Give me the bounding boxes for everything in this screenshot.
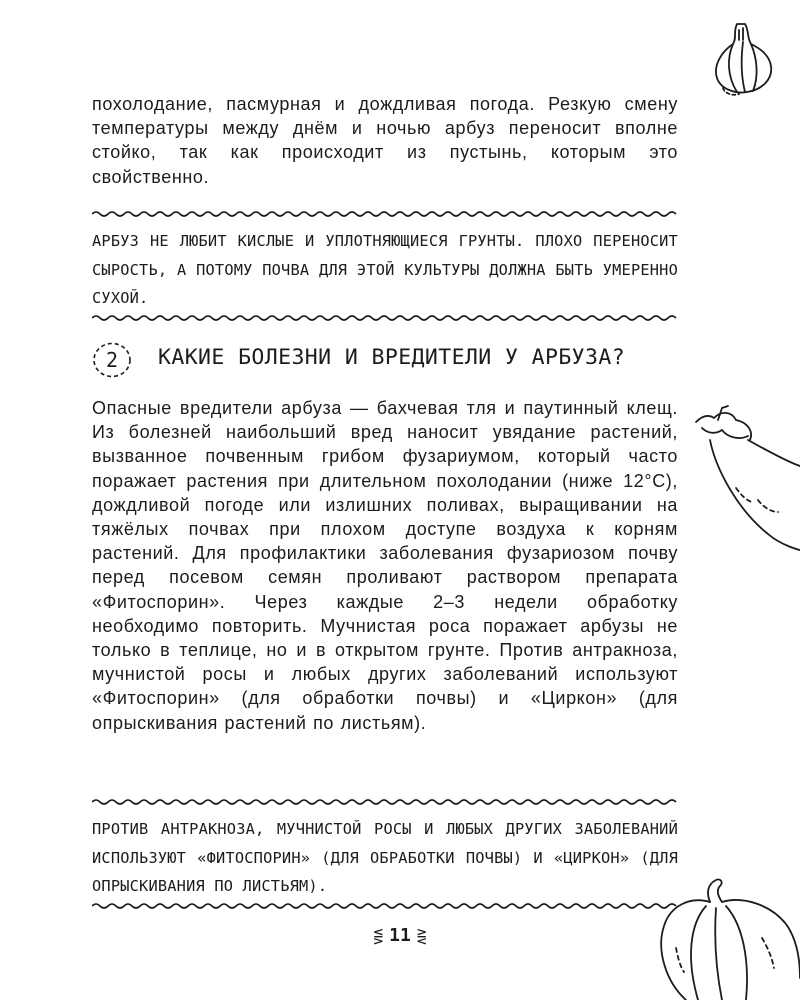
garlic-icon bbox=[703, 18, 783, 98]
page-number-value: 11 bbox=[389, 925, 411, 946]
soil-callout: АРБУЗ НЕ ЛЮБИТ КИСЛЫЕ И УПЛОТНЯЮЩИЕСЯ ГРУНТЫ. ПЛОХО ПЕРЕНОСИТ СЫРОСТЬ, А ПОТОМУ ПОЧВА ДЛЯ ЭТОЙ КУЛЬТУРЫ ДОЛЖНА БЫТЬ УМЕРЕННО СУХОЙ. bbox=[92, 232, 678, 307]
question-heading bbox=[92, 339, 692, 383]
wavy-divider bbox=[92, 901, 678, 911]
wavy-divider bbox=[92, 313, 678, 323]
ornament-right-icon: ⋛ bbox=[416, 926, 427, 945]
wavy-divider bbox=[92, 797, 678, 807]
intro-paragraph: похолодание, пасмурная и дождливая погода. Резкую смену температуры между днём и ночью арбуз переносит вполне стойко, так как происходит из пустынь, которым это свойственно. bbox=[92, 94, 678, 187]
page-number bbox=[340, 922, 460, 950]
question-number: 2 bbox=[105, 348, 119, 372]
protection-callout: ПРОТИВ АНТРАКНОЗА, МУЧНИСТОЙ РОСЫ И ЛЮБЫХ ДРУГИХ ЗАБОЛЕВАНИЙ ИСПОЛЬЗУЮТ «ФИТОСПОРИН» (ДЛЯ ОБРАБОТКИ ПОЧВЫ) И «ЦИРКОН» (ДЛЯ ОПРЫСКИВАНИЯ ПО ЛИСТЬЯМ). bbox=[92, 820, 678, 895]
pumpkin-icon bbox=[650, 878, 800, 1000]
question-number-badge bbox=[92, 341, 132, 379]
ornament-left-icon: ⋚ bbox=[373, 926, 384, 945]
eggplant-icon bbox=[688, 400, 800, 560]
question-title: КАКИЕ БОЛЕЗНИ И ВРЕДИТЕЛИ У АРБУЗА? bbox=[158, 345, 626, 370]
pests-paragraph: Опасные вредители арбуза — бахчевая тля и паутинный клещ. Из болезней наибольший вред наносит увядание растений, вызванное почвенным грибом фузариумом, который часто поражает растения при длительном похолодании (ниже 12°C), дождливой погоде или излишних поливах, выращивании на тяжёлых почвах при плохом доступе воздуха к корням растений. Для профилактики заболевания фузариозом почву перед посевом семян проливают раствором препарата «Фитоспорин». Через каждые 2–3 недели обработку необходимо повторить. Мучнистая роса поражает арбузы не только в теплице, но и в открытом грунте. Против антракноза, мучнистой росы и любых других заболеваний используют «Фитоспорин» (для обработки почвы) и «Циркон» (для опрыскивания растений по листьям). bbox=[92, 398, 678, 733]
wavy-divider bbox=[92, 209, 678, 219]
